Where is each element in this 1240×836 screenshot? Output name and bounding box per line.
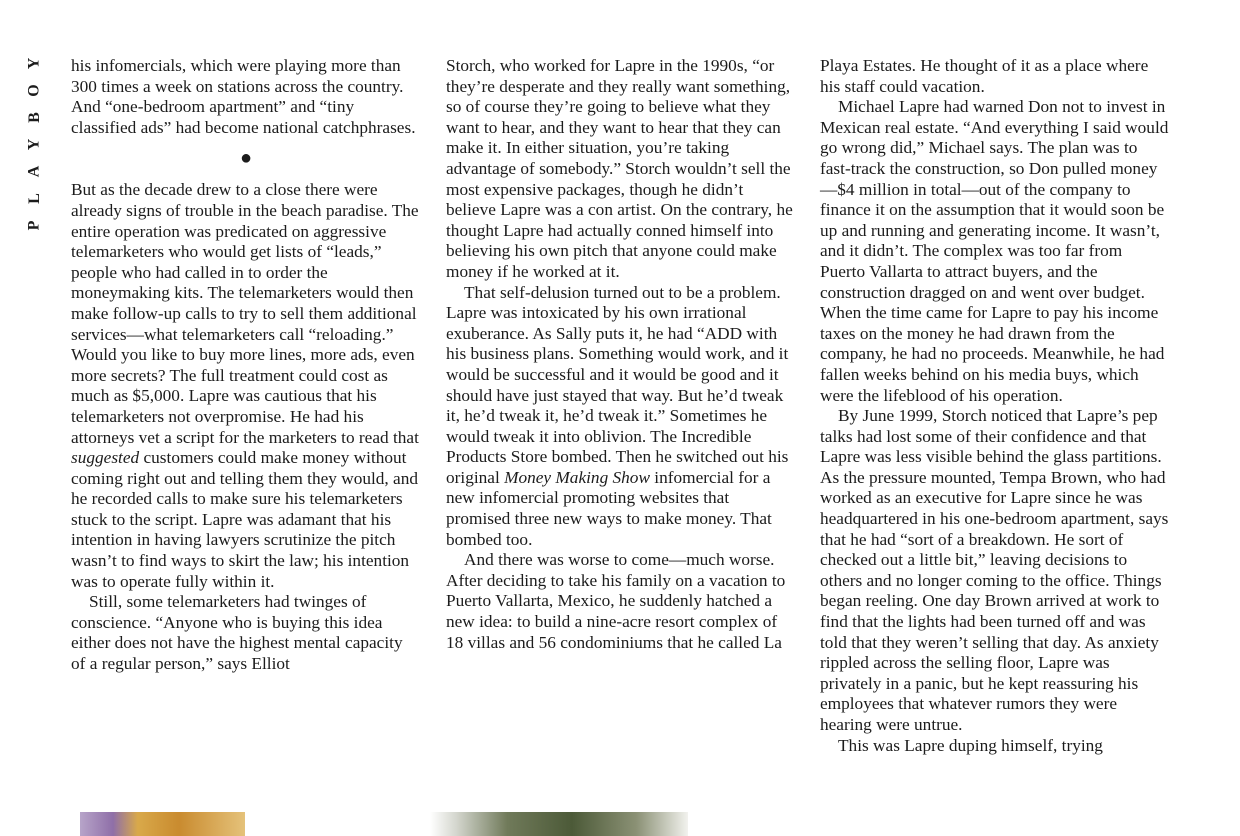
running-head-letter: P <box>25 220 43 231</box>
paragraph: Storch, who worked for Lapre in the 1990s, “or they’re desperate and they really want something, so of course they’re going to believe what they want to hear, and they want to hear that they can make it. In either situation, you’re taking advantage of somebody.” Storch wouldn’t sell the most expensive packages, though he didn’t believe Lapre was a con artist. On the contrary, he thought Lapre had actually conned himself into believing his own pitch that anyone could make money if he worked at it. <box>446 56 793 281</box>
article-column-2 <box>446 56 796 653</box>
paragraph: his infomercials, which were playing more than 300 times a week on stations across the country. And “one-bedroom apartment” and “tiny classified ads” had become national catchphrases. <box>71 56 416 137</box>
running-head-letter: L <box>25 193 43 204</box>
running-head-letter: A <box>25 165 43 178</box>
article-column-1 <box>71 56 421 675</box>
emphasis: suggested <box>71 448 140 468</box>
running-head-letter: B <box>25 112 43 123</box>
paragraph: This was Lapre duping himself, trying <box>838 735 1103 755</box>
paragraph: But as the decade drew to a close there were already signs of trouble in the beach paradise. The entire operation was predicated on aggressive telemarketers who would get lists of “leads,” people who had called in to order the moneymaking kits. The telemarketers would then make follow-up calls to try to sell them additional services—what telemarketers call “reloading.” Would you like to buy more lines, more ads, even more secrets? The full treatment could cost as much as $5,000. Lapre was cautious that his telemarketers not overpromise. He had his attorneys vet a script for the marketers to read that suggested customers could make money without coming right out and telling them they would, and he recorded calls to make sure his telemarketers stuck to the script. Lapre was adamant that his intention in having lawyers scrutinize the pitch wasn’t to find ways to skirt the law; his intention was to operate fully within it. <box>71 180 419 591</box>
paragraph: And there was worse to come—much worse. After deciding to take his family on a vacation to Puerto Vallarta, Mexico, he suddenly hatched a new idea: to build a nine-acre resort complex of 18 villas and 56 condominiums that he called La <box>446 550 786 652</box>
emphasis: Money Making Show <box>504 467 650 487</box>
paragraph: Still, some telemarketers had twinges of conscience. “Anyone who is buying this idea either does not have the highest mental capacity of a regular person,” says Elliot <box>71 592 403 674</box>
running-head-letter: Y <box>25 138 43 151</box>
article-column-3 <box>820 56 1170 756</box>
photo-edge-left <box>80 812 245 836</box>
running-head <box>22 50 46 239</box>
paragraph: Playa Estates. He thought of it as a place where his staff could vacation. <box>820 56 1149 96</box>
running-head-letter: Y <box>25 57 43 70</box>
paragraph: By June 1999, Storch noticed that Lapre’s pep talks had lost some of their confidence and that Lapre was less visible behind the glass partitions. As the pressure mounted, Tempa Brown, who had worked as an executive for Lapre since he was headquartered in his one-bedroom apartment, says that he had “sort of a breakdown. He sort of checked out a little bit,” leaving decisions to others and no longer coming to the office. Things began reeling. One day Brown arrived at work to find that the lights had been turned off and was told that they weren’t selling that day. As anxiety rippled across the selling floor, Lapre was privately in a panic, but he kept reassuring his employees that whatever rumors they were hearing were untrue. <box>820 406 1169 734</box>
paragraph: Michael Lapre had warned Don not to invest in Mexican real estate. “And everything I said would go wrong did,” Michael says. The plan was to fast-track the construction, so Don pulled money—$4 million in total—out of the company to finance it on the assumption that it would soon be up and running and generating income. It wasn’t, and it didn’t. The complex was too far from Puerto Vallarta to attract buyers, and the construction dragged on and went over budget. When the time came for Lapre to pay his income taxes on the money he had drawn from the company, he had no proceeds. Meanwhile, he had fallen weeks behind on his media buys, which were the lifeblood of his operation. <box>820 97 1169 405</box>
photo-edge-center <box>430 812 688 836</box>
section-break-bullet: ● <box>239 147 253 170</box>
paragraph: That self-delusion turned out to be a problem. Lapre was intoxicated by his own irrational exuberance. As Sally puts it, he had “ADD with his business plans. Something would work, and it would be successful and it would be good and it should have just stayed that way. But he’d tweak it, he’d tweak it, he’d tweak it.” Sometimes he would tweak it into oblivion. The Incredible Products Store bombed. Then he switched out his original Money Making Show infomercial for a new infomercial promoting websites that promised three new ways to make money. That bombed too. <box>446 282 789 549</box>
running-head-letter: O <box>25 84 43 97</box>
